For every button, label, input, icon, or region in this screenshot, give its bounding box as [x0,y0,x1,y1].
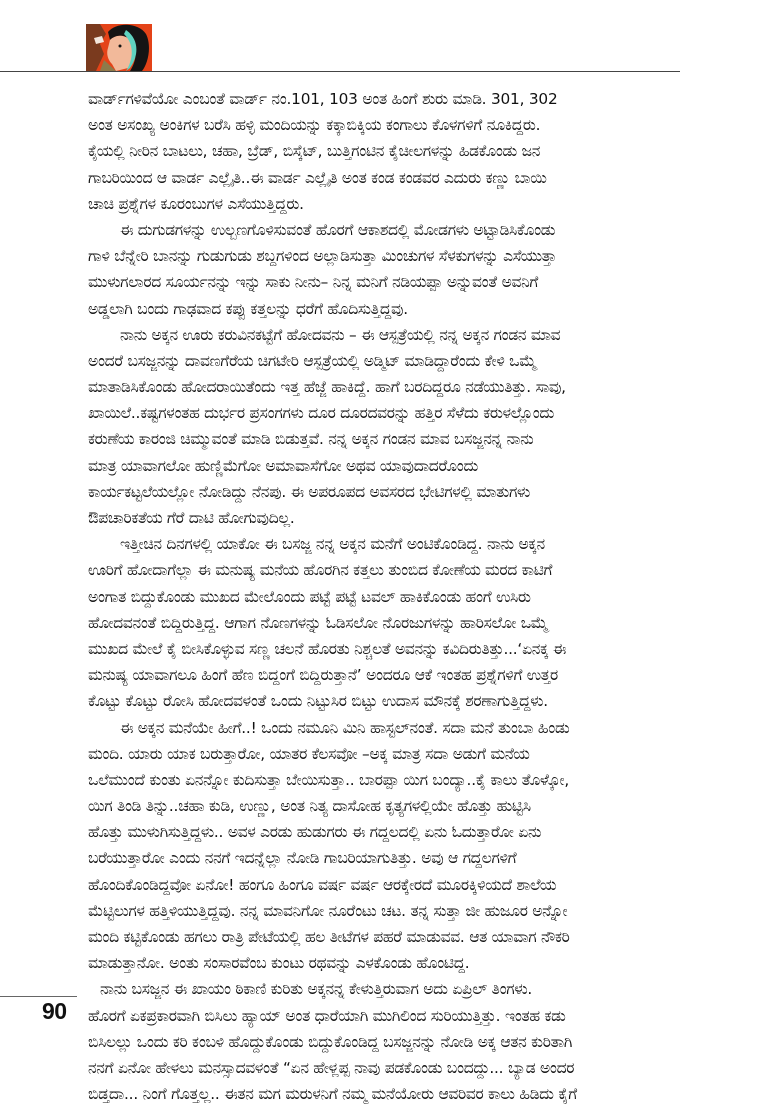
text-line: ಮುಳುಗಲಾರದ ಸೂರ್ಯನನ್ನು ಇನ್ನು ಸಾಕು ನೀನು– ನಿನ್ನ ಮನಿಗೆ ನಡಿಯಪ್ಪಾ ಅನ್ನುವಂತೆ ಅವನಿಗೆ [88,273,539,292]
text-line: ಕಾರ್ಯಕಟ್ಟಲೆಯಲ್ಲೋ ನೋಡಿದ್ದು ನೆನಪು. ಈ ಅಪರೂಪದ ಅವಸರದ ಭೇಟಿಗಳಲ್ಲಿ ಮಾತುಗಳು [88,482,530,501]
text-line: ಗಾಬರಿಯಿಂದ ಆ ವಾರ್ಡ ಎಲ್ಲೈತಿ..ಈ ವಾರ್ಡ ಎಲ್ಲೈತಿ ಅಂತ ಕಂಡ ಕಂಡವರ ಎದುರು ಕಣ್ಣು ಬಾಯಿ [88,168,547,187]
text-line: ಬಿಡ್ತದಾ... ನಿಂಗೆ ಗೊತ್ತಲ್ಲ.. ಈತನ ಮಗ ಮರುಳನಿಗೆ ನಮ್ಮ ಮನೆಯೋರು ಆವರಿವರ ಕಾಲು ಹಿಡಿದು ಕೈಗೆ [88,1085,577,1104]
text-line: ಹೋದವನಂತೆ ಬಿದ್ದಿರುತ್ತಿದ್ದ. ಆಗಾಗ ನೊಣಗಳನ್ನು ಓಡಿಸಲೋ ನೊರಜುಗಳನ್ನು ಹಾರಿಸಲೋ ಒಮ್ಮೆ [88,613,548,632]
text-line: ಕೊಟ್ಟು ಕೊಟ್ಟು ರೋಸಿ ಹೋದವಳಂತೆ ಒಂದು ನಿಟ್ಟುಸಿರ ಬಿಟ್ಟು ಉದಾಸ ಮೌನಕ್ಕೆ ಶರಣಾಗುತ್ತಿದ್ದಳು. [88,692,548,711]
text-line: ಮಾಡುತ್ತಾನೋ. ಅಂತು ಸಂಸಾರವೆಂಬ ಕುಂಟು ರಥವನ್ನು ಎಳಕೊಂಡು ಹೊಂಟಿದ್ದ. [88,954,470,973]
text-line: ವಾರ್ಡ್‌ಗಳಿವೆಯೋ ಎಂಬಂತೆ ವಾರ್ಡ್ ನಂ.101, 103 ಅಂತ ಹಿಂಗೆ ಶುರು ಮಾಡಿ. 301, 302 [88,90,558,108]
text-line: ಇತ್ತೀಚಿನ ದಿನಗಳಲ್ಲಿ ಯಾಕೋ ಈ ಬಸಜ್ಜ ನನ್ನ ಅಕ್ಕನ ಮನೆಗೆ ಅಂಟಿಕೊಂಡಿದ್ದ. ನಾನು ಅಕ್ಕನ [120,535,545,554]
woman-profile-icon [86,24,152,71]
text-line: ಯಿಗ ತಿಂಡಿ ತಿನ್ನು..ಚಹಾ ಕುಡಿ, ಉಣ್ಣು, ಅಂತ ನಿತ್ಯ ದಾಸೋಹ ಕೃತ್ಯಗಳಲ್ಲಿಯೇ ಹೊತ್ತು ಹುಟ್ಟಿಸಿ [88,797,531,816]
text-line: ಈ ಅಕ್ಕನ ಮನೆಯೇ ಹೀಗೆ..! ಒಂದು ನಮೂನಿ ಮಿನಿ ಹಾಸ್ಟಲ್‌ನಂತೆ. ಸದಾ ಮನೆ ತುಂಬಾ ಹಿಂಡು [120,718,570,737]
header-rule [0,71,680,72]
text-line: ಬಿಸಿಲಲ್ಲು ಒಂದು ಕರಿ ಕಂಬಳಿ ಹೊದ್ದುಕೊಂಡು ಬಿದ್ದುಕೊಂಡಿದ್ದ ಬಸಜ್ಜನನ್ನು ನೋಡಿ ಅಕ್ಕ ಆತನ ಕುರಿತಾಗಿ [88,1032,573,1051]
text-line: ನನಗೆ ಏನೋ ಹೇಳಲು ಮನಸ್ಸಾದವಳಂತೆ “ಏನ ಹೇಳ್ಲಪ್ಪ ನಾವು ಪಡಕೊಂಡು ಬಂದದ್ದು... ಬ್ಯಾಡ ಅಂದರ [88,1058,575,1077]
text-line: ಮೆಟ್ಟಿಲುಗಳ ಹತ್ತಿಳಿಯುತ್ತಿದ್ದವು. ನನ್ನ ಮಾವನಿಗೋ ನೂರೆಂಟು ಚಟ. ತನ್ನ ಸುತ್ತಾ ಜೀ ಹುಜೂರ ಅನ್ನೋ [88,901,568,920]
text-line: ಮಂದಿ ಕಟ್ಟಿಕೊಂಡು ಹಗಲು ರಾತ್ರಿ ಪೇಟೆಯಲ್ಲಿ ಹಲ ತೀಟೆಗಳ ಪಹರೆ ಮಾಡುವವ. ಆತ ಯಾವಾಗ ನೌಕರಿ [88,928,570,946]
page-number: 90 [42,998,67,1024]
text-line: ಅಂದರೆ ಬಸಜ್ಜನನ್ನು ದಾವಣಗೆರೆಯ ಚಿಗಟೇರಿ ಆಸ್ಪತ್ರೆಯಲ್ಲಿ ಅಡ್ಮಿಟ್ ಮಾಡಿದ್ದಾರೆಂದು ಕೇಳಿ ಒಮ್ಮೆ [88,351,537,370]
text-line: ಹೊತ್ತು ಮುಳುಗಿಸುತ್ತಿದ್ದಳು.. ಅವಳ ಎರಡು ಹುಡುಗರು ಈ ಗದ್ದಲದಲ್ಲಿ ಏನು ಓದುತ್ತಾರೋ ಏನು [88,823,542,842]
text-line: ಒಲೆಮುಂದೆ ಕುಂತು ಏನನ್ನೋ ಕುದಿಸುತ್ತಾ ಬೇಯಿಸುತ್ತಾ.. ಬಾರಪ್ಪಾ ಯಿಗ ಬಂದ್ಯಾ..ಕೈ ಕಾಲು ತೊಳ್ಕೋ, [88,770,569,789]
text-line: ಈ ದುಗುಡಗಳನ್ನು ಉಲ್ಬಣಗೊಳಿಸುವಂತೆ ಹೊರಗೆ ಆಕಾಶದಲ್ಲಿ ಮೋಡಗಳು ಅಟ್ಟಾಡಿಸಿಕೊಂಡು [120,220,556,239]
article-body [88,86,668,1107]
text-line: ಬರೆಯುತ್ತಾರೋ ಎಂದು ನನಗೆ ಇದನ್ನೆಲ್ಲಾ ನೋಡಿ ಗಾಬರಿಯಾಗುತಿತ್ತು. ಅವು ಆ ಗದ್ದಲಗಳಿಗೆ [88,849,517,868]
text-line: ಮಾತಾಡಿಸಿಕೊಂಡು ಹೋದರಾಯಿತೆಂದು ಇತ್ತ ಹೆಜ್ಜೆ ಹಾಕಿದ್ದೆ. ಹಾಗೆ ಬರದಿದ್ದರೂ ನಡೆಯುತಿತ್ತು. ಸಾವು, [88,378,566,397]
magazine-logo [86,24,152,71]
text-line: ಹೊರಗೆ ಏಕಪ್ರಕಾರವಾಗಿ ಬಿಸಿಲು ಹ್ಯಾಯ್ ಅಂತ ಧಾರೆಯಾಗಿ ಮುಗಿಲಿಂದ ಸುರಿಯುತ್ತಿತ್ತು. ಇಂತಹ ಕಡು [88,1006,566,1025]
footer-rule [0,996,77,997]
text-line: ಮನುಷ್ಯ ಯಾವಾಗಲೂ ಹಿಂಗೆ ಹೆಣ ಬಿದ್ದಂಗೆ ಬಿದ್ದಿರುತ್ತಾನೆ’ ಅಂದರೂ ಆಕೆ ಇಂತಹ ಪ್ರಶ್ನೆಗಳಿಗೆ ಉತ್ತರ [88,666,558,685]
text-line: ಮಾತ್ರ ಯಾವಾಗಲೋ ಹುಣ್ಣಿಮೆಗೋ ಅಮಾವಾಸೆಗೋ ಅಥವ ಯಾವುದಾದರೊಂದು [88,456,479,475]
text-line: ಗಾಳಿ ಬೆನ್ನೇರಿ ಬಾನನ್ನು ಗುಡುಗುಡು ಶಬ್ದಗಳಿಂದ ಅಲ್ಲಾಡಿಸುತ್ತಾ ಮಿಂಚುಗಳ ಸೆಳಕುಗಳನ್ನು ಎಸೆಯುತ್ತಾ [88,247,557,266]
text-line: ಅಂಗಾತ ಬಿದ್ದುಕೊಂಡು ಮುಖದ ಮೇಲೊಂದು ಪಟ್ಟೆ ಪಟ್ಟೆ ಟವಲ್ ಹಾಕಿಕೊಂಡು ಹಂಗೆ ಉಸಿರು [88,587,531,606]
text-line: ಮಂದಿ. ಯಾರು ಯಾಕ ಬರುತ್ತಾರೋ, ಯಾತರ ಕೆಲಸವೋ –ಅಕ್ಕ ಮಾತ್ರ ಸದಾ ಅಡುಗೆ ಮನೆಯ [88,744,530,763]
text-line: ಕರುಣೆಯ ಕಾರಂಜಿ ಚಿಮ್ಮುವಂತೆ ಮಾಡಿ ಬಿಡುತ್ತವೆ. ನನ್ನ ಅಕ್ಕನ ಗಂಡನ ಮಾವ ಬಸಜ್ಜನನ್ನ ನಾನು [88,430,534,449]
text-line: ಮುಖದ ಮೇಲೆ ಕೈ ಬೀಸಿಕೊಳ್ಳುವ ಸಣ್ಣ ಚಲನೆ ಹೊರತು ನಿಶ್ಚಲತೆ ಅವನನ್ನು ಕವಿದಿರುತಿತ್ತು...‘ಏನಕ್ಕ ಈ [88,639,566,658]
text-line: ನಾನು ಬಸಜ್ಜನ ಈ ಖಾಯಂ ಠಿಕಾಣಿ ಕುರಿತು ಅಕ್ಕನನ್ನ ಕೇಳುತ್ತಿರುವಾಗ ಅದು ಏಪ್ರಿಲ್ ತಿಂಗಳು. [100,980,533,999]
text-line: ಚಾಚಿ ಪ್ರಶ್ನೆಗಳ ಕೂರಂಬುಗಳ ಎಸೆಯುತ್ತಿದ್ದರು. [88,194,304,213]
text-line: ಖಾಯಿಲೆ..ಕಷ್ಟಗಳಂತಹ ದುರ್ಭರ ಪ್ರಸಂಗಗಳು ದೂರ ದೂರದವರನ್ನು ಹತ್ತಿರ ಸೆಳೆದು ಕರುಳಲ್ಲೊಂದು [88,404,554,423]
text-line: ಕೈಯಲ್ಲಿ ನೀರಿನ ಬಾಟಲು, ಚಹಾ, ಬ್ರೆಡ್, ಬಿಸ್ಕೆಟ್, ಬುತ್ತಿಗಂಟಿನ ಕೈಚೀಲಗಳನ್ನು ಹಿಡಕೊಂಡು ಜನ [88,142,541,161]
text-line: ಅಡ್ಡಲಾಗಿ ಬಂದು ಗಾಢವಾದ ಕಪ್ಪು ಕತ್ತಲನ್ನು ಧರೆಗೆ ಹೊದಿಸುತ್ತಿದ್ದವು. [88,299,408,318]
text-line: ಹೊಂದಿಕೊಂಡಿದ್ದವೋ ಏನೋ! ಹಂಗೂ ಹಿಂಗೂ ವರ್ಷ ವರ್ಷ ಆರಕ್ಕೇರದೆ ಮೂರಕ್ಕಿಳಿಯದೆ ಶಾಲೆಯ [88,875,557,894]
text-line: ಅಂತ ಅಸಂಖ್ಯ ಅಂಕಿಗಳ ಬರೆಸಿ ಹಳ್ಳಿ ಮಂದಿಯನ್ನು ಕಕ್ಕಾಬಿಕ್ಕಿಯ ಕಂಗಾಲು ಕೊಳಗಳಿಗೆ ನೂಕಿದ್ದರು. [88,116,541,135]
text-line: ಔಪಚಾರಿಕತೆಯ ಗೆರೆ ದಾಟಿ ಹೋಗುವುದಿಲ್ಲ. [88,509,295,527]
text-line: ಊರಿಗೆ ಹೋದಾಗೆಲ್ಲಾ ಈ ಮನುಷ್ಯ ಮನೆಯ ಹೊರಗಿನ ಕತ್ತಲು ತುಂಬಿದ ಕೋಣೆಯ ಮರದ ಕಾಟಿಗೆ [88,561,553,580]
text-line: ನಾನು ಅಕ್ಕನ ಊರು ಕರುವಿನಕಟ್ಟೆಗೆ ಹೋದವನು – ಈ ಆಸ್ಪತ್ರೆಯಲ್ಲಿ ನನ್ನ ಅಕ್ಕನ ಗಂಡನ ಮಾವ [120,325,561,344]
